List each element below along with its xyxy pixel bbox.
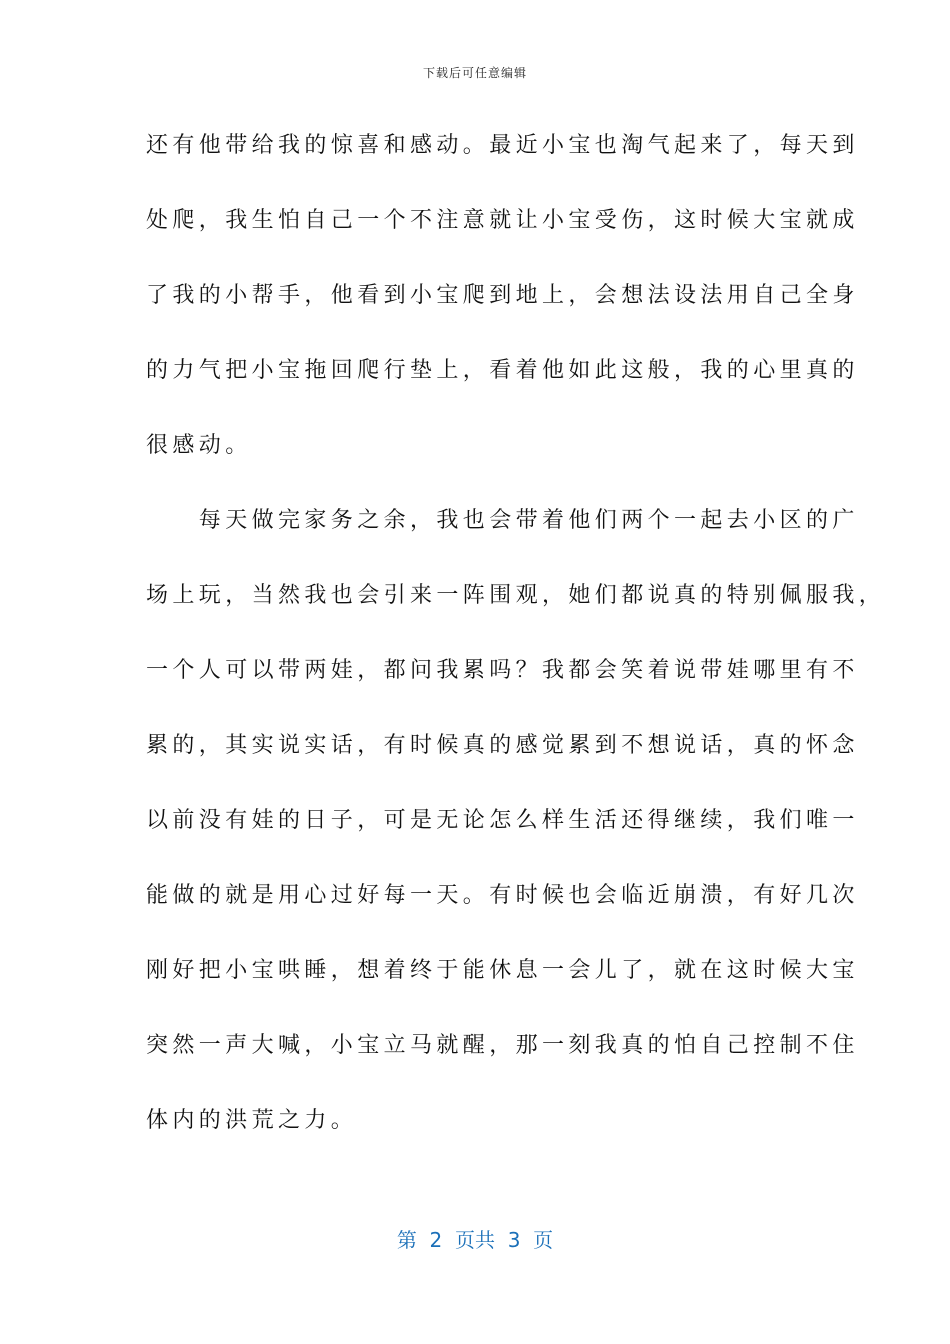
text-line: 处爬，我生怕自己一个不注意就让小宝受伤，这时候大宝就成 (146, 208, 859, 233)
text-line: 突然一声大喊，小宝立马就醒，那一刻我真的怕自己控制不住 (146, 1033, 859, 1058)
text-line: 一个人可以带两娃，都问我累吗？我都会笑着说带娃哪里有不 (146, 658, 859, 683)
text-line: 体内的洪荒之力。 (146, 1108, 358, 1133)
text-line: 以前没有娃的日子，可是无论怎么样生活还得继续，我们唯一 (146, 808, 859, 833)
text-line: 了我的小帮手，他看到小宝爬到地上，会想法设法用自己全身 (146, 283, 859, 308)
text-line: 很感动。 (146, 433, 252, 458)
page-number-footer: 第 2 页共 3 页 (396, 1228, 554, 1252)
document-body (146, 108, 886, 1158)
page-header: 下载后可任意编辑 (422, 66, 527, 80)
text-line: 刚好把小宝哄睡，想着终于能休息一会儿了，就在这时候大宝 (146, 958, 859, 983)
text-line: 还有他带给我的惊喜和感动。最近小宝也淘气起来了，每天到 (146, 133, 859, 158)
text-line: 场上玩，当然我也会引来一阵围观，她们都说真的特别佩服我， (146, 583, 886, 608)
text-line: 能做的就是用心过好每一天。有时候也会临近崩溃，有好几次 (146, 883, 859, 908)
text-line: 累的，其实说实话，有时候真的感觉累到不想说话，真的怀念 (146, 733, 859, 758)
text-line: 的力气把小宝拖回爬行垫上，看着他如此这般，我的心里真的 (146, 358, 859, 383)
text-line: 每天做完家务之余，我也会带着他们两个一起去小区的广 (146, 508, 859, 533)
